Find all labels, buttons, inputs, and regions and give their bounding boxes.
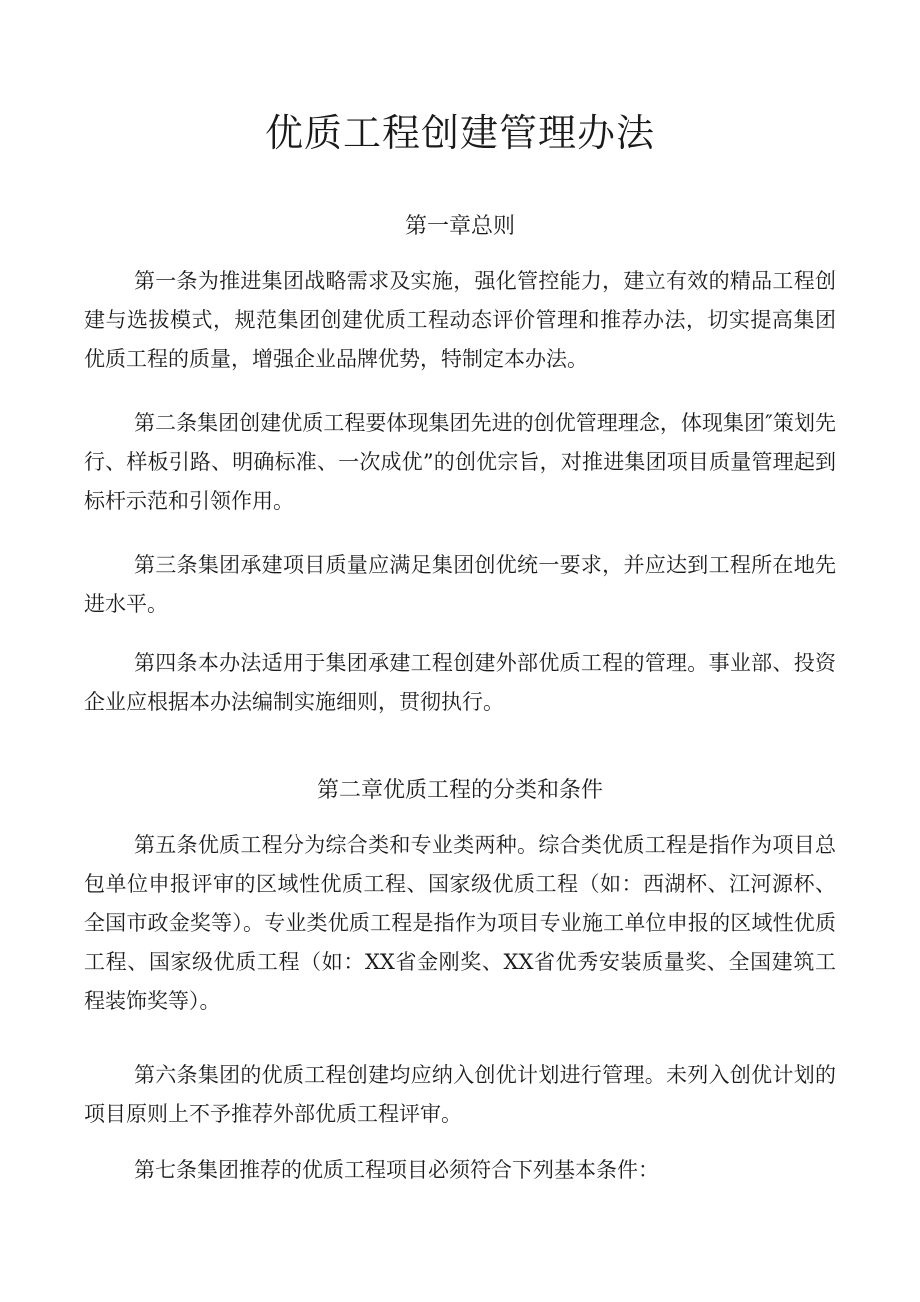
article-3 — [84, 546, 836, 624]
article-label: 第一条 — [134, 269, 198, 293]
article-text: 集团的优质工程创建均应纳入创优计划进行管理。未列入创优计划的项目原则上不予推荐外部优质工程评审。 — [84, 1063, 836, 1126]
article-5 — [84, 826, 836, 1021]
article-text: 为推进集团战略需求及实施，强化管控能力，建立有效的精品工程创建与选拔模式，规范集团创建优质工程动态评价管理和推荐办法，切实提高集团优质工程的质量，增强企业品牌优势，特制定本办法。 — [84, 269, 836, 371]
article-text: 集团承建项目质量应满足集团创优统一要求，并应达到工程所在地先进水平。 — [84, 553, 836, 616]
article-label: 第三条 — [134, 553, 198, 577]
article-2 — [84, 404, 836, 521]
article-text: 本办法适用于集团承建工程创建外部优质工程的管理。事业部、投资企业应根据本办法编制实施细则，贯彻执行。 — [84, 651, 836, 714]
article-1 — [84, 262, 836, 379]
chapter-heading-2: 第二章优质工程的分类和条件 — [316, 778, 603, 803]
article-label: 第六条 — [134, 1063, 198, 1087]
article-label: 第二条 — [134, 411, 198, 435]
article-text: 集团创建优质工程要体现集团先进的创优管理理念，体现集团″策划先行、样板引路、明确标准、一次成优”的创优宗旨，对推进集团项目质量管理起到标杆示范和引领作用。 — [84, 411, 837, 513]
chapter-heading-1: 第一章总则 — [404, 214, 515, 239]
article-text: 优质工程分为综合类和专业类两种。综合类优质工程是指作为项目总包单位申报评审的区域性优质工程、国家级优质工程（如：西湖杯、江河源杯、全国市政金奖等）。专业类优质工程是指作为项目专业施工单位申报的区域性优质工程、国家级优质工程（如：XX省金刚奖、XX省优秀安装质量奖、全国建筑工程装饰奖等）。 — [84, 833, 836, 1013]
article-4 — [84, 644, 836, 722]
article-text: 集团推荐的优质工程项目必须符合下列基本条件： — [197, 1158, 659, 1182]
article-label: 第五条 — [134, 833, 198, 857]
article-6 — [84, 1056, 836, 1134]
article-7 — [84, 1151, 836, 1190]
article-label: 第四条 — [134, 651, 198, 675]
document-title: 优质工程创建管理办法 — [264, 111, 655, 155]
article-label: 第七条 — [134, 1158, 197, 1182]
